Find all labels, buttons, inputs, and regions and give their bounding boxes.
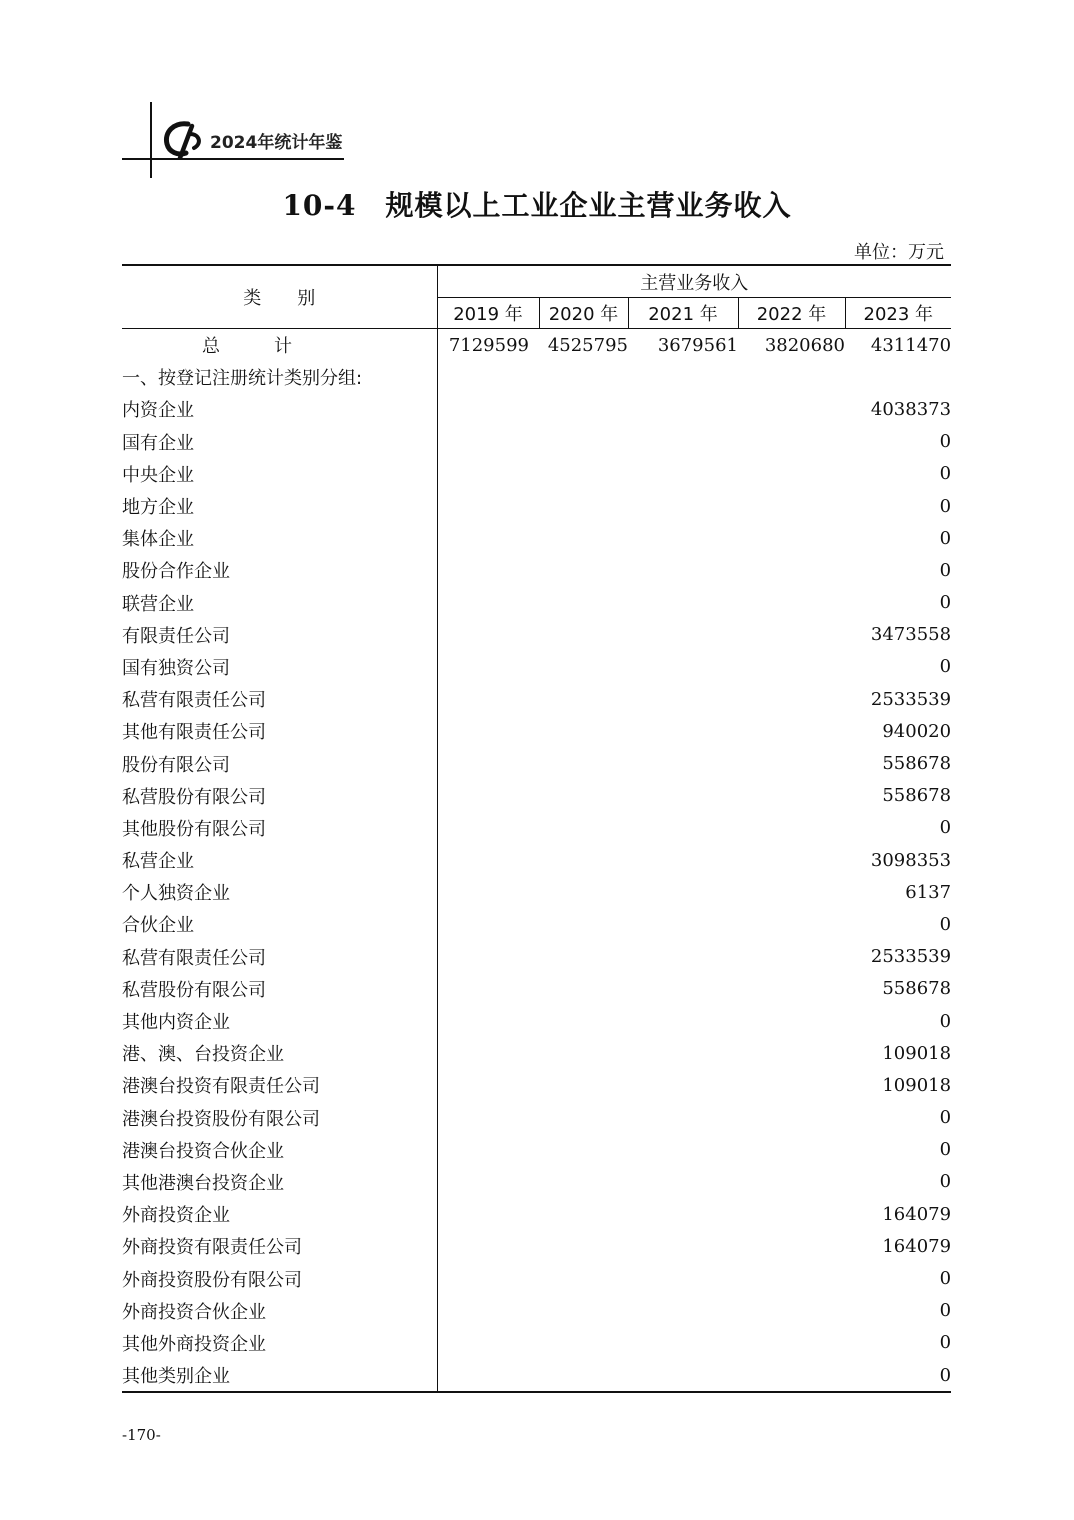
row-label: 合伙企业 xyxy=(122,908,437,940)
unit-label: 单位：万元 xyxy=(854,242,944,263)
empty-cell xyxy=(738,1134,845,1166)
empty-cell xyxy=(628,1230,738,1262)
cell-2023: 2533539 xyxy=(870,688,952,710)
row-label: 内资企业 xyxy=(122,393,437,425)
empty-cell xyxy=(539,1037,628,1069)
table-row xyxy=(122,1037,951,1069)
table-row xyxy=(122,426,951,458)
table-row xyxy=(122,876,951,908)
cell-2023: 0 xyxy=(939,913,952,935)
table-row xyxy=(122,683,951,715)
empty-cell xyxy=(437,587,539,619)
empty-cell xyxy=(539,554,628,586)
empty-cell xyxy=(738,941,845,973)
empty-cell xyxy=(628,876,738,908)
empty-cell xyxy=(628,1166,738,1198)
row-label: 外商投资有限责任公司 xyxy=(122,1230,437,1262)
empty-cell xyxy=(628,1134,738,1166)
table-row xyxy=(122,844,951,876)
empty-cell xyxy=(539,715,628,747)
cell-2023: 0 xyxy=(939,1268,952,1290)
row-label: 股份合作企业 xyxy=(122,554,437,586)
row-label: 港、澳、台投资企业 xyxy=(122,1037,437,1069)
empty-cell xyxy=(437,1102,539,1134)
empty-cell xyxy=(437,1295,539,1327)
table-row xyxy=(122,1230,951,1262)
empty-cell xyxy=(628,747,738,779)
empty-cell xyxy=(437,780,539,812)
empty-cell xyxy=(539,1230,628,1262)
empty-cell xyxy=(437,1198,539,1230)
table-row xyxy=(122,1069,951,1101)
cell-2023: 0 xyxy=(939,1010,952,1032)
empty-cell xyxy=(628,1262,738,1294)
empty-cell xyxy=(539,522,628,554)
empty-cell xyxy=(437,426,539,458)
empty-cell xyxy=(738,1230,845,1262)
empty-cell xyxy=(738,522,845,554)
header-horizontal-rule xyxy=(122,158,344,160)
empty-cell xyxy=(738,1069,845,1101)
empty-cell xyxy=(738,1005,845,1037)
cell-2023: 0 xyxy=(939,1139,952,1161)
row-label: 外商投资股份有限公司 xyxy=(122,1262,437,1294)
empty-cell xyxy=(738,683,845,715)
empty-cell xyxy=(539,1359,628,1392)
table-row xyxy=(122,747,951,779)
empty-cell xyxy=(738,747,845,779)
empty-cell xyxy=(738,587,845,619)
empty-cell xyxy=(437,1069,539,1101)
row-label: 其他港澳台投资企业 xyxy=(122,1166,437,1198)
cell-2023: 0 xyxy=(939,559,952,581)
empty-cell xyxy=(437,844,539,876)
table-row xyxy=(122,1327,951,1359)
row-label: 港澳台投资合伙企业 xyxy=(122,1134,437,1166)
cell-2023: 0 xyxy=(939,1171,952,1193)
empty-cell xyxy=(628,941,738,973)
empty-cell xyxy=(539,393,628,425)
empty-cell xyxy=(539,587,628,619)
empty-cell xyxy=(628,908,738,940)
empty-cell xyxy=(628,973,738,1005)
empty-cell xyxy=(738,1327,845,1359)
empty-cell xyxy=(628,361,738,393)
empty-cell xyxy=(628,651,738,683)
empty-cell xyxy=(437,522,539,554)
cell-2023: 164079 xyxy=(882,1203,952,1225)
year-header-2019: 2019 年 xyxy=(437,298,539,329)
table-row xyxy=(122,1134,951,1166)
cell-2023: 0 xyxy=(939,463,952,485)
cell-2023: 6137 xyxy=(905,881,952,903)
empty-cell xyxy=(628,1069,738,1101)
cell-2023: 940020 xyxy=(882,720,952,742)
empty-cell xyxy=(628,619,738,651)
row-label: 股份有限公司 xyxy=(122,747,437,779)
empty-cell xyxy=(539,908,628,940)
revenue-group-header: 主营业务收入 xyxy=(437,265,951,298)
empty-cell xyxy=(539,490,628,522)
cell-2023: 164079 xyxy=(882,1235,952,1257)
cell-2023: 0 xyxy=(939,1364,952,1386)
table-row xyxy=(122,973,951,1005)
empty-cell xyxy=(628,458,738,490)
empty-cell xyxy=(539,941,628,973)
table-row xyxy=(122,1005,951,1037)
empty-cell xyxy=(539,747,628,779)
empty-cell xyxy=(628,393,738,425)
empty-cell xyxy=(437,393,539,425)
empty-cell xyxy=(628,683,738,715)
row-label: 外商投资企业 xyxy=(122,1198,437,1230)
empty-cell xyxy=(539,973,628,1005)
empty-cell xyxy=(437,715,539,747)
row-label: 其他股份有限公司 xyxy=(122,812,437,844)
empty-cell xyxy=(539,1102,628,1134)
cell-2023: 109018 xyxy=(882,1042,952,1064)
empty-cell xyxy=(539,651,628,683)
cell-2023: 0 xyxy=(939,1300,952,1322)
empty-cell xyxy=(437,1262,539,1294)
category-column-header: 类 别 xyxy=(122,265,437,329)
empty-cell xyxy=(539,426,628,458)
empty-cell xyxy=(437,458,539,490)
empty-cell xyxy=(628,490,738,522)
cell-2023: 3098353 xyxy=(870,849,952,871)
empty-cell xyxy=(437,1230,539,1262)
cell-2023: 558678 xyxy=(882,978,952,1000)
empty-cell xyxy=(437,619,539,651)
empty-cell xyxy=(539,683,628,715)
cell-2023: 558678 xyxy=(882,785,952,807)
empty-cell xyxy=(437,361,539,393)
cell-2023: 0 xyxy=(939,495,952,517)
empty-cell xyxy=(628,1005,738,1037)
page-number: -170- xyxy=(122,1426,161,1444)
empty-cell xyxy=(437,747,539,779)
empty-cell xyxy=(738,619,845,651)
cell-2023: 0 xyxy=(939,527,952,549)
empty-cell xyxy=(437,812,539,844)
empty-cell xyxy=(539,1166,628,1198)
cell-2023: 4311470 xyxy=(870,334,952,356)
table-row xyxy=(122,1102,951,1134)
empty-cell xyxy=(539,1134,628,1166)
table-row xyxy=(122,458,951,490)
empty-cell xyxy=(738,554,845,586)
cell-2023: 0 xyxy=(939,431,952,453)
table-row xyxy=(122,522,951,554)
year-header-2020: 2020 年 xyxy=(539,298,628,329)
empty-cell xyxy=(738,651,845,683)
cell-2023: 2533539 xyxy=(870,946,952,968)
cell-2023: 0 xyxy=(939,656,952,678)
table-row-total xyxy=(122,329,951,362)
cell-2021: 3679561 xyxy=(657,334,738,356)
row-label: 港澳台投资有限责任公司 xyxy=(122,1069,437,1101)
cell-2023: 558678 xyxy=(882,753,952,775)
table-row xyxy=(122,361,951,393)
table-row xyxy=(122,1198,951,1230)
empty-cell xyxy=(738,426,845,458)
cell-2022: 3820680 xyxy=(764,334,845,356)
empty-cell xyxy=(738,1037,845,1069)
empty-cell xyxy=(437,554,539,586)
empty-cell xyxy=(539,1005,628,1037)
yearbook-logo-icon xyxy=(162,118,204,160)
year-header-2023: 2023 年 xyxy=(863,304,934,325)
empty-cell xyxy=(628,554,738,586)
table-row xyxy=(122,619,951,651)
empty-cell xyxy=(738,715,845,747)
empty-cell xyxy=(738,908,845,940)
row-label: 有限责任公司 xyxy=(122,619,437,651)
cell-2020: 4525795 xyxy=(547,334,628,356)
empty-cell xyxy=(437,1359,539,1392)
row-label: 其他有限责任公司 xyxy=(122,715,437,747)
empty-cell xyxy=(539,812,628,844)
empty-cell xyxy=(437,876,539,908)
table-row xyxy=(122,715,951,747)
row-label: 集体企业 xyxy=(122,522,437,554)
empty-cell xyxy=(628,1327,738,1359)
empty-cell xyxy=(437,1134,539,1166)
row-label: 联营企业 xyxy=(122,587,437,619)
cell-2023 xyxy=(845,361,951,393)
empty-cell xyxy=(628,812,738,844)
empty-cell xyxy=(437,490,539,522)
row-label: 私营有限责任公司 xyxy=(122,683,437,715)
empty-cell xyxy=(738,1359,845,1392)
header-vertical-rule xyxy=(150,102,152,178)
table-row xyxy=(122,587,951,619)
empty-cell xyxy=(628,780,738,812)
row-label: 国有独资公司 xyxy=(122,651,437,683)
empty-cell xyxy=(437,1327,539,1359)
empty-cell xyxy=(738,1166,845,1198)
empty-cell xyxy=(437,683,539,715)
empty-cell xyxy=(738,876,845,908)
empty-cell xyxy=(628,587,738,619)
empty-cell xyxy=(628,1295,738,1327)
empty-cell xyxy=(738,1102,845,1134)
table-row xyxy=(122,1295,951,1327)
empty-cell xyxy=(437,973,539,1005)
table-row xyxy=(122,1262,951,1294)
empty-cell xyxy=(539,1262,628,1294)
table-row xyxy=(122,490,951,522)
row-label: 私营股份有限公司 xyxy=(122,780,437,812)
revenue-table xyxy=(122,264,951,1393)
table-row xyxy=(122,780,951,812)
row-label: 个人独资企业 xyxy=(122,876,437,908)
table-row xyxy=(122,941,951,973)
empty-cell xyxy=(437,941,539,973)
table-row xyxy=(122,908,951,940)
row-label: 地方企业 xyxy=(122,490,437,522)
cell-2023: 0 xyxy=(939,1332,952,1354)
empty-cell xyxy=(738,812,845,844)
empty-cell xyxy=(738,1295,845,1327)
empty-cell xyxy=(437,1166,539,1198)
row-label: 总 计 xyxy=(122,329,437,362)
empty-cell xyxy=(437,908,539,940)
empty-cell xyxy=(539,1198,628,1230)
yearbook-title: 2024年统计年鉴 xyxy=(210,133,343,153)
empty-cell xyxy=(539,1069,628,1101)
cell-2023: 0 xyxy=(939,592,952,614)
page-title: 10-4 规模以上工业企业主营业务收入 xyxy=(282,189,792,222)
table-row xyxy=(122,812,951,844)
empty-cell xyxy=(437,1037,539,1069)
cell-2023: 0 xyxy=(939,817,952,839)
empty-cell xyxy=(628,1102,738,1134)
row-label: 国有企业 xyxy=(122,426,437,458)
cell-2023: 0 xyxy=(939,1107,952,1129)
empty-cell xyxy=(539,458,628,490)
row-label: 外商投资合伙企业 xyxy=(122,1295,437,1327)
cell-2023: 3473558 xyxy=(870,624,952,646)
row-label: 其他外商投资企业 xyxy=(122,1327,437,1359)
empty-cell xyxy=(628,844,738,876)
row-label: 私营股份有限公司 xyxy=(122,973,437,1005)
empty-cell xyxy=(539,844,628,876)
year-header-2021: 2021 年 xyxy=(628,298,738,329)
empty-cell xyxy=(628,1359,738,1392)
table-row xyxy=(122,1359,951,1392)
row-label: 其他类别企业 xyxy=(122,1359,437,1392)
table-row xyxy=(122,651,951,683)
empty-cell xyxy=(628,426,738,458)
empty-cell xyxy=(628,1198,738,1230)
table-row xyxy=(122,554,951,586)
empty-cell xyxy=(738,780,845,812)
empty-cell xyxy=(738,393,845,425)
empty-cell xyxy=(628,1037,738,1069)
empty-cell xyxy=(738,490,845,522)
cell-2023: 4038373 xyxy=(870,398,952,420)
empty-cell xyxy=(628,522,738,554)
row-label: 一、按登记注册统计类别分组: xyxy=(122,361,437,393)
cell-2019: 7129599 xyxy=(448,334,529,356)
empty-cell xyxy=(539,1295,628,1327)
row-label: 私营有限责任公司 xyxy=(122,941,437,973)
row-label: 私营企业 xyxy=(122,844,437,876)
empty-cell xyxy=(539,619,628,651)
empty-cell xyxy=(738,844,845,876)
table-row xyxy=(122,1166,951,1198)
empty-cell xyxy=(437,651,539,683)
table-row xyxy=(122,393,951,425)
empty-cell xyxy=(539,876,628,908)
table-body xyxy=(122,329,951,1393)
empty-cell xyxy=(628,715,738,747)
empty-cell xyxy=(738,973,845,1005)
empty-cell xyxy=(539,361,628,393)
row-label: 其他内资企业 xyxy=(122,1005,437,1037)
empty-cell xyxy=(738,361,845,393)
empty-cell xyxy=(738,1262,845,1294)
empty-cell xyxy=(539,1327,628,1359)
year-header-2022: 2022 年 xyxy=(738,298,845,329)
empty-cell xyxy=(539,780,628,812)
empty-cell xyxy=(738,458,845,490)
cell-2023: 109018 xyxy=(882,1074,952,1096)
row-label: 中央企业 xyxy=(122,458,437,490)
empty-cell xyxy=(738,1198,845,1230)
empty-cell xyxy=(437,1005,539,1037)
row-label: 港澳台投资股份有限公司 xyxy=(122,1102,437,1134)
